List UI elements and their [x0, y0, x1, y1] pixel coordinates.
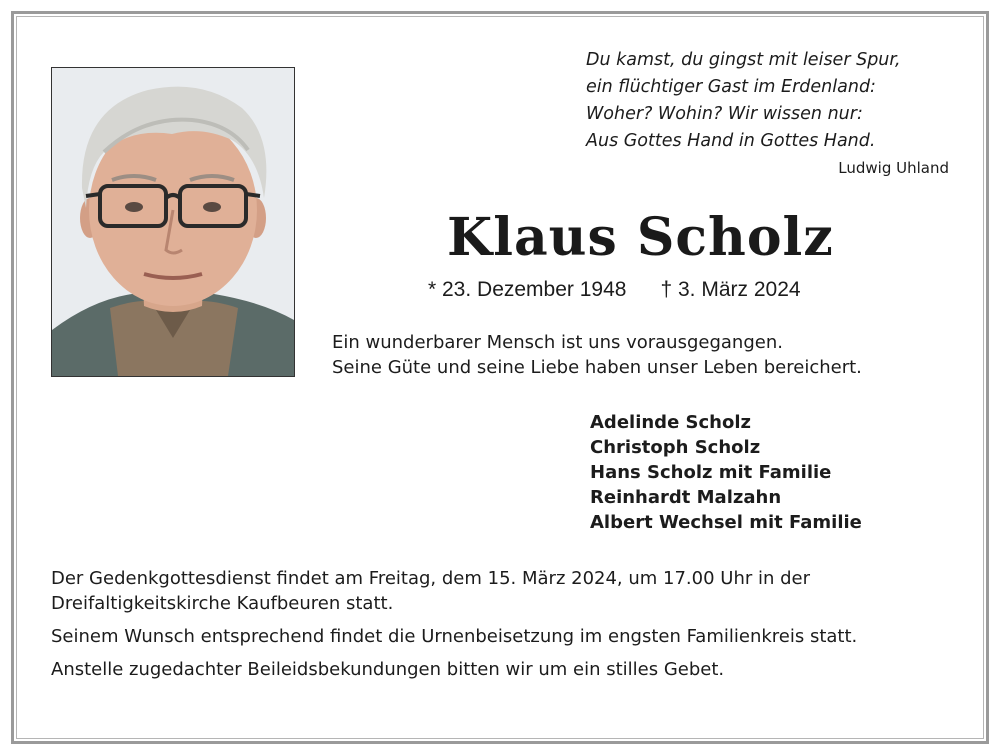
portrait-illustration — [52, 68, 294, 376]
service-note: Der Gedenkgottesdienst findet am Freitag, dem 15. März 2024, um 17.00 Uhr in der Dreifaltigkeitskirche Kaufbeuren statt. — [51, 568, 811, 614]
memorial-poem — [548, 47, 948, 155]
mourner-name: Reinhardt Malzahn — [590, 487, 782, 508]
portrait-photo — [51, 67, 295, 377]
service-notes — [51, 566, 961, 690]
mourners-list — [590, 410, 862, 535]
mourner-name: Albert Wechsel mit Familie — [590, 512, 862, 533]
life-dates — [428, 277, 801, 303]
poem-line: Aus Gottes Hand in Gottes Hand. — [586, 131, 876, 151]
service-note: Seinem Wunsch entsprechend findet die Urnenbeisetzung im engsten Familienkreis statt. — [51, 626, 858, 647]
poem-line: Du kamst, du gingst mit leiser Spur, — [586, 50, 901, 70]
poem-author: Ludwig Uhland — [838, 159, 949, 177]
tribute-line: Seine Güte und seine Liebe haben unser Leben bereichert. — [332, 357, 862, 378]
mourner-name: Hans Scholz mit Familie — [590, 462, 832, 483]
poem-line: ein flüchtiger Gast im Erdenland: — [586, 77, 876, 97]
death-date: † 3. März 2024 — [660, 278, 801, 301]
tribute-line: Ein wunderbarer Mensch ist uns vorausgegangen. — [332, 332, 783, 353]
service-note: Anstelle zugedachter Beileidsbekundungen bitten wir um ein stilles Gebet. — [51, 659, 725, 680]
mourner-name: Christoph Scholz — [590, 437, 761, 458]
poem-line: Woher? Wohin? Wir wissen nur: — [586, 104, 863, 124]
deceased-name: Klaus Scholz — [447, 207, 834, 268]
mourner-name: Adelinde Scholz — [590, 412, 751, 433]
birth-date: * 23. Dezember 1948 — [428, 278, 627, 301]
tribute-text — [332, 330, 972, 380]
